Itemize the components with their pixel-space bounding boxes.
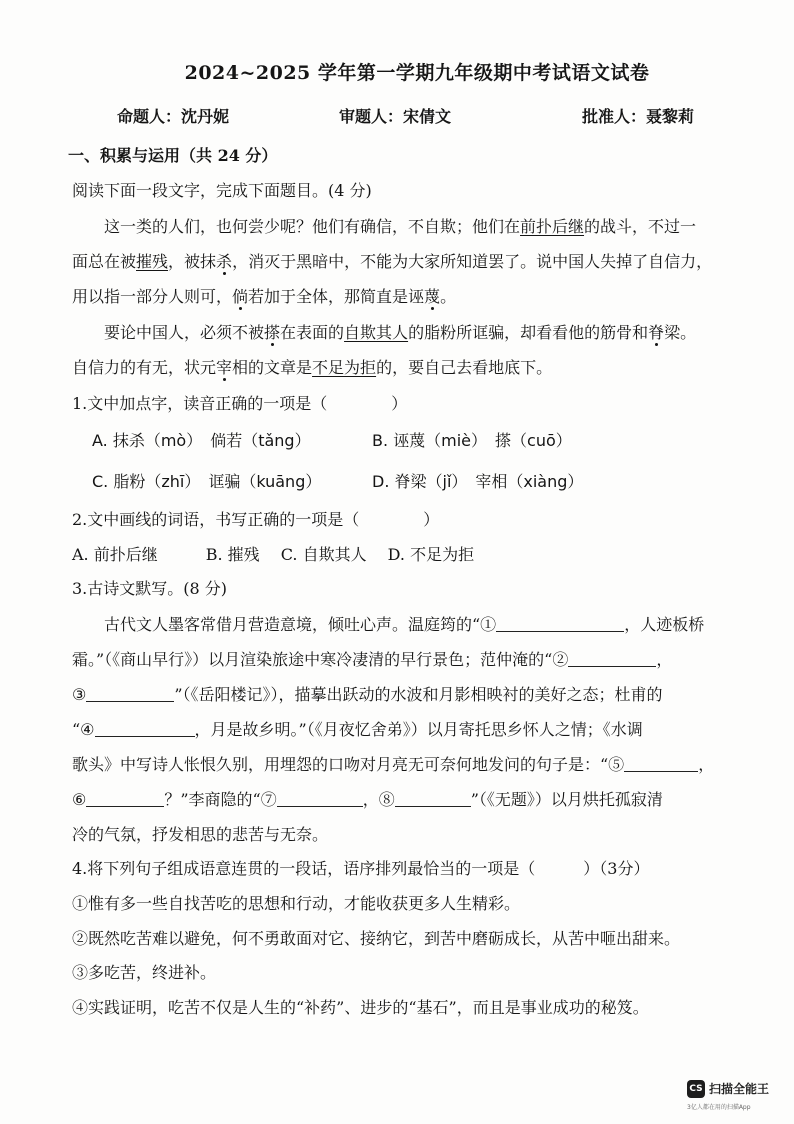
dotted-char: 宰 [216,358,233,377]
author-line [0,104,794,126]
passage-line-1: 这一类的人们，也何尝少呢？他们有确信，不自欺；他们在前扑后继的战斗，不过一 [72,217,697,236]
question-4-stem: 4.将下列句子组成语意连贯的一段话，语序排列最恰当的一项是（ ）（3分） [72,859,650,878]
question-4-sentence-4: ④实践证明，吃苦不仅是人生的“补药”、进步的“基石”，而且是事业成功的秘笈。 [72,998,649,1017]
question-3-stem: 3.古诗文默写。(8 分) [72,579,228,598]
underlined-word: 不足为拒 [312,358,377,377]
camscanner-logo-icon: CS [687,1080,705,1098]
question-1-stem: 1.文中加点字，读音正确的一项是（ ） [72,394,408,413]
camscanner-brand: 扫描全能王 [709,1082,770,1096]
underlined-word: 前扑后继 [520,217,585,236]
question-2-options: A. 前扑后继 B. 摧残 C. 自欺其人 D. 不足为拒 [72,545,475,564]
answer-blank-7[interactable] [277,790,363,807]
camscanner-tagline: 3亿人都在用的扫描App [687,1104,751,1111]
dotted-char: 杀 [216,252,233,271]
answer-blank-4[interactable] [95,720,195,737]
question-1-option-c: C. 脂粉（zhī） 诓骗（kuāng） [92,472,322,491]
passage-line-2: 面总在被摧残，被抹杀，消灭于黑暗中，不能为大家所知道罢了。说中国人失掉了自信力， [72,252,713,271]
passage-line-5: 自信力的有无，状元宰相的文章是不足为拒的，要自己去看地底下。 [72,358,553,377]
question-3-line-5: 歌头》中写诗人怅恨久别，用埋怨的口吻对月亮无可奈何地发问的句子是：“⑤ ， [72,755,715,774]
answer-blank-6[interactable] [86,790,164,807]
question-3-line-4: “④ ，月是故乡明。”（《月夜忆舍弟》）以月寄托思乡怀人之情；《水调 [72,720,643,739]
approver-label: 批准人：聂黎莉 [582,107,695,126]
question-3-line-6: ⑥ ？”李商隐的“⑦ ，⑧ ”（《无题》）以月烘托孤寂清 [72,790,663,809]
dotted-char: 搽 [264,323,281,342]
answer-blank-5[interactable] [624,755,698,772]
question-4-sentence-3: ③多吃苦，终进补。 [72,963,217,982]
passage-line-4: 要论中国人，必须不被搽在表面的自欺其人的脂粉所诓骗，却看看他的筋骨和脊梁。 [72,323,697,342]
question-3-line-1: 古代文人墨客常借月营造意境，倾吐心声。温庭筠的“① ，人迹板桥 [72,615,705,634]
reading-intro: 阅读下面一段文字，完成下面题目。(4 分) [72,181,372,200]
answer-blank-8[interactable] [395,790,471,807]
dotted-char: 倘 [232,287,249,306]
reviewer-label: 审题人：宋倩文 [339,107,452,126]
dotted-char: 脊 [648,323,665,342]
answer-blank-1[interactable] [496,615,624,632]
question-1-option-d: D. 脊梁（jǐ） 宰相（xiàng） [372,472,584,491]
underlined-word: 自欺其人 [344,323,409,342]
answer-blank-2[interactable] [568,650,656,667]
question-1-option-b: B. 诬蔑（miè） 搽（cuō） [372,431,572,450]
answer-blank-3[interactable] [86,685,174,702]
question-4-sentence-2: ②既然吃苦难以避免，何不勇敢面对它、接纳它，到苦中磨砺成长，从苦中咂出甜来。 [72,929,681,948]
setter-label: 命题人：沈丹妮 [117,107,230,126]
passage-line-3: 用以指一部分人则可，倘若加于全体，那简直是诬蔑。 [72,287,457,306]
underlined-word: 摧残 [136,252,169,271]
question-3-line-7: 冷的气氛，抒发相思的悲苦与无奈。 [72,825,329,844]
question-3-line-2: 霜。”（《商山早行》）以月渲染旅途中寒冷凄清的早行景色；范仲淹的“② ， [72,650,673,669]
exam-title: 2024~2025 学年第一学期九年级期中考试语文试卷 [184,62,650,84]
question-1-option-a: A. 抹杀（mò） 倘若（tǎng） [92,431,311,450]
question-3-line-3: ③ ”（《岳阳楼记》），描摹出跃动的水波和月影相映衬的美好之态；杜甫的 [72,685,663,704]
section-heading: 一、积累与运用（共 24 分） [68,146,278,165]
dotted-char: 蔑 [424,287,441,306]
question-4-sentence-1: ①惟有多一些自找苦吃的思想和行动，才能收获更多人生精彩。 [72,894,521,913]
question-2-stem: 2.文中画线的词语，书写正确的一项是（ ） [72,510,440,529]
